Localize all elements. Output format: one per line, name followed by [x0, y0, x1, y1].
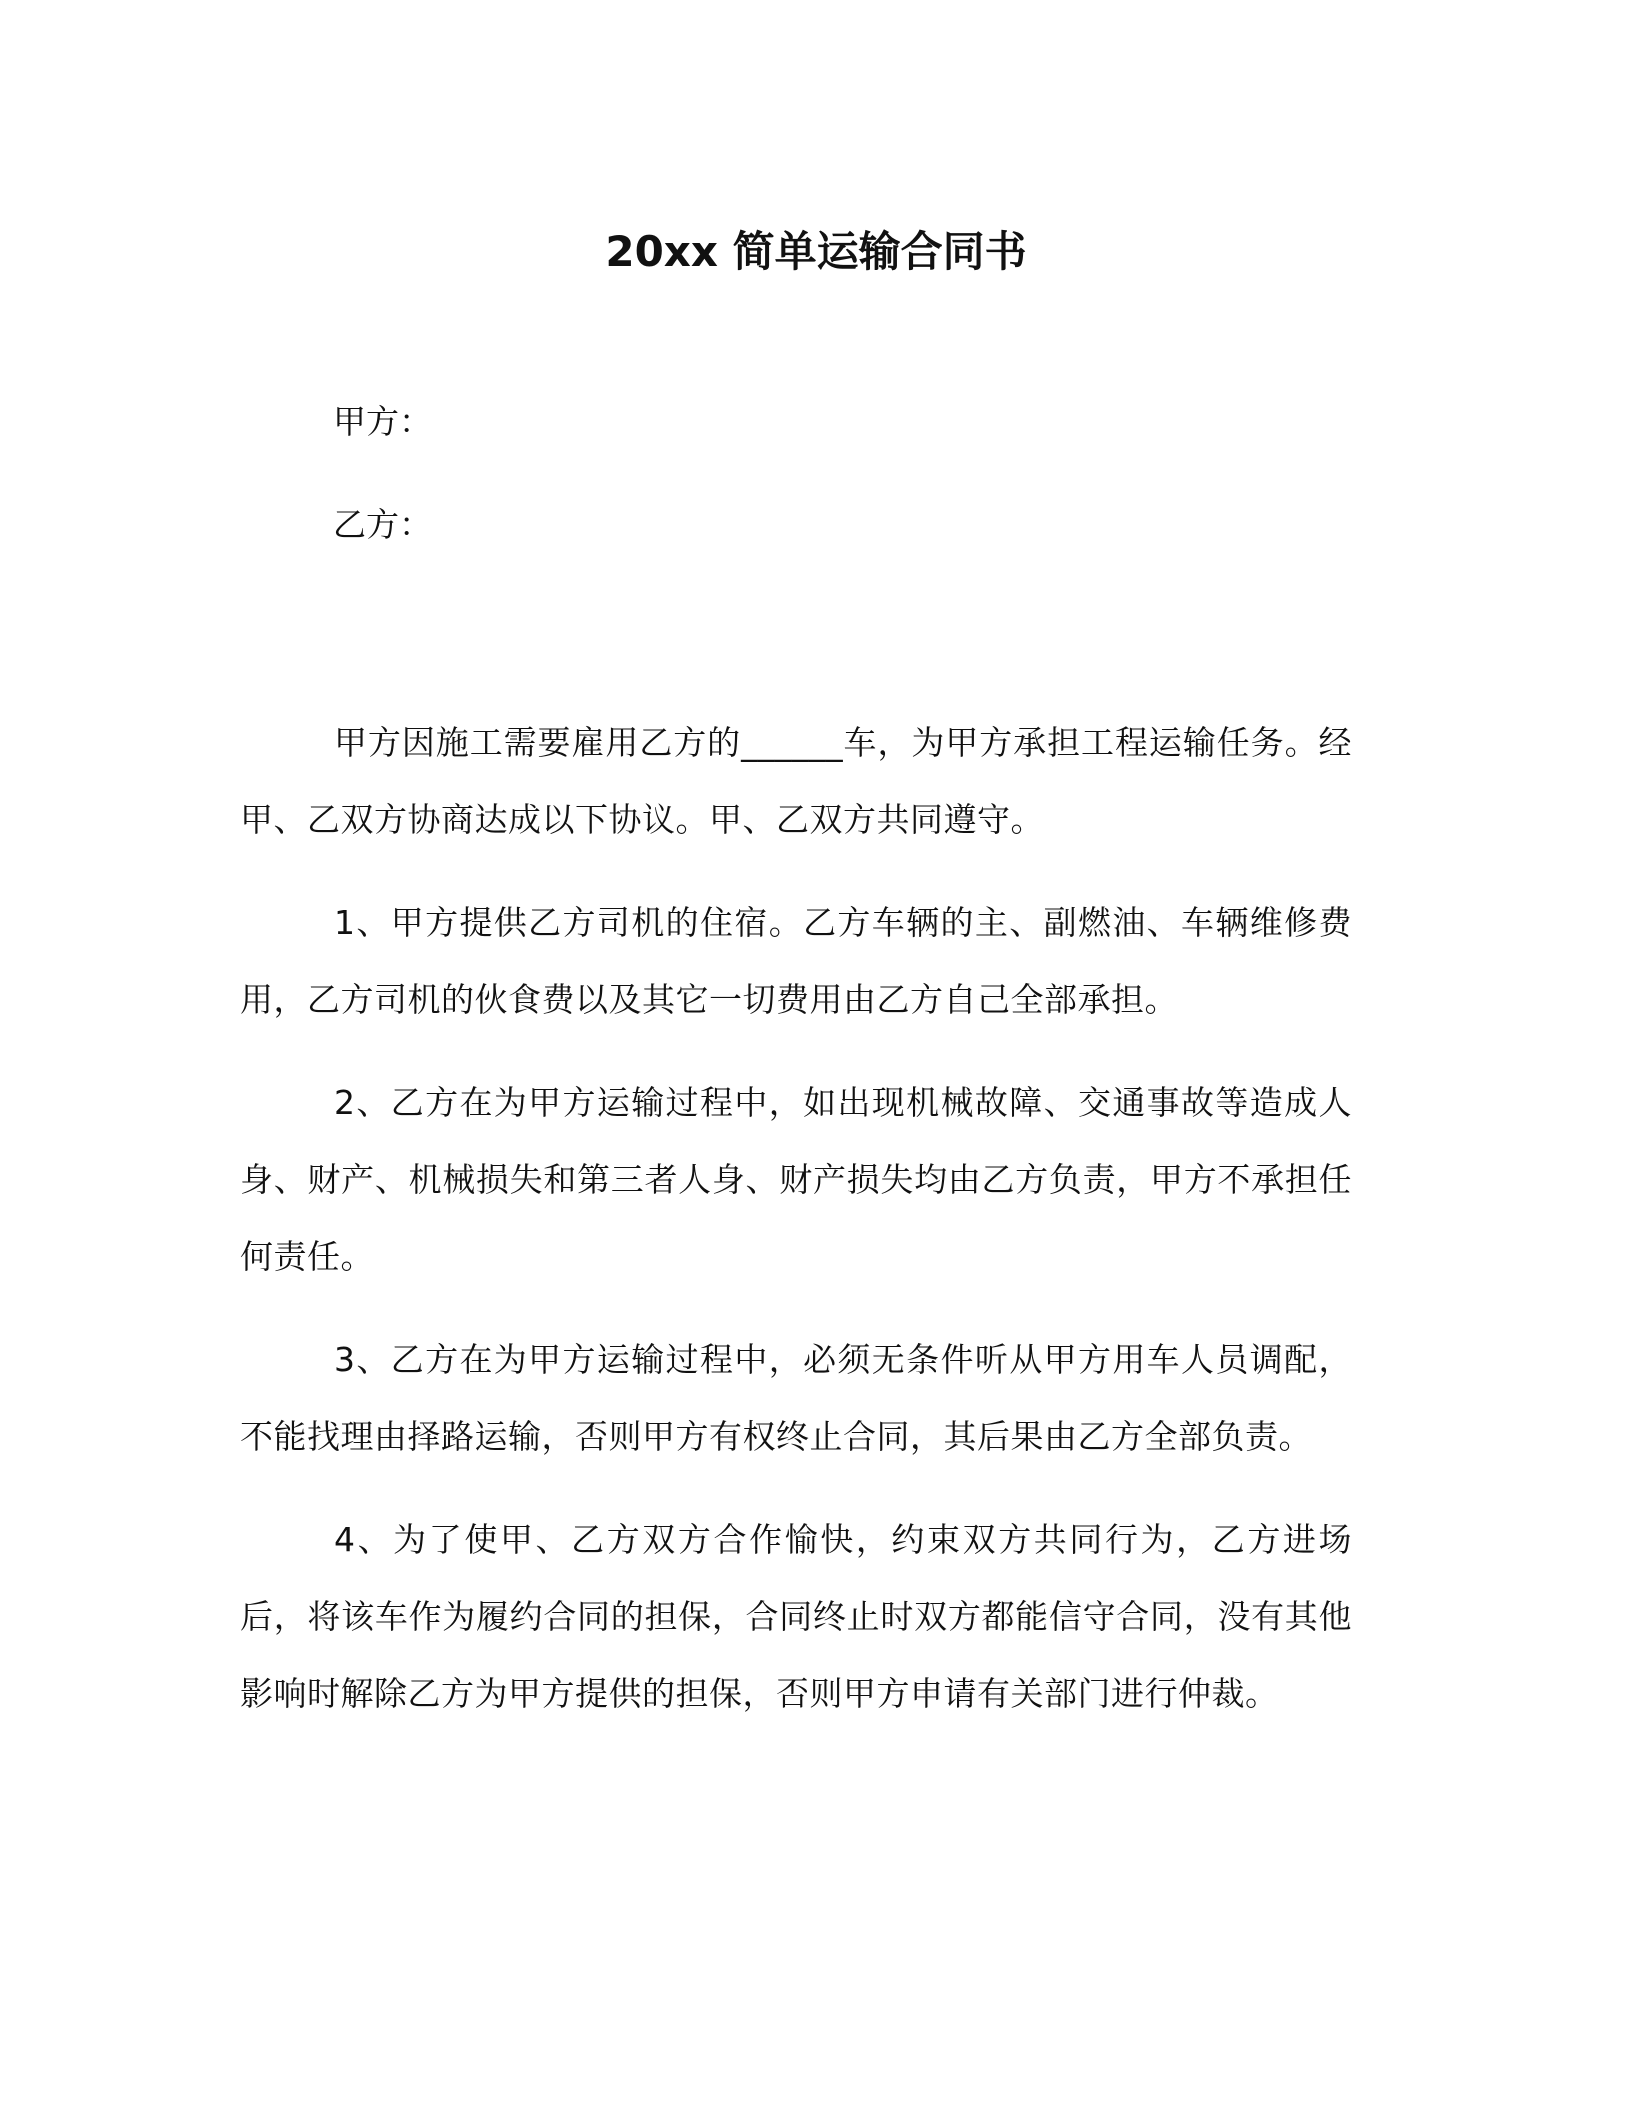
party-a-label: 甲方：	[333, 402, 432, 441]
document-title: 20xx 简单运输合同书	[605, 227, 1027, 276]
clause-3: 3、乙方在为甲方运输过程中，必须无条件听从甲方用车人员调配，不能找理由择路运输，否则甲方有权终止合同，其后果由乙方全部负责。	[240, 1340, 1352, 1456]
clause-2: 2、乙方在为甲方运输过程中，如出现机械故障、交通事故等造成人身、财产、机械损失和第三者人身、财产损失均由乙方负责，甲方不承担任何责任。	[240, 1083, 1352, 1276]
clause-1: 1、甲方提供乙方司机的住宿。乙方车辆的主、副燃油、车辆维修费用，乙方司机的伙食费以及其它一切费用由乙方自己全部承担。	[240, 903, 1352, 1019]
intro-paragraph: 甲方因施工需要雇用乙方的______车，为甲方承担工程运输任务。经甲、乙双方协商达成以下协议。甲、乙双方共同遵守。	[240, 723, 1352, 839]
clause-4: 4、为了使甲、乙方双方合作愉快，约束双方共同行为，乙方进场后，将该车作为履约合同的担保，合同终止时双方都能信守合同，没有其他影响时解除乙方为甲方提供的担保，否则甲方申请有关部门进行仲裁。	[240, 1520, 1352, 1713]
contract-body	[240, 704, 1352, 1758]
party-b-label: 乙方：	[333, 505, 432, 544]
